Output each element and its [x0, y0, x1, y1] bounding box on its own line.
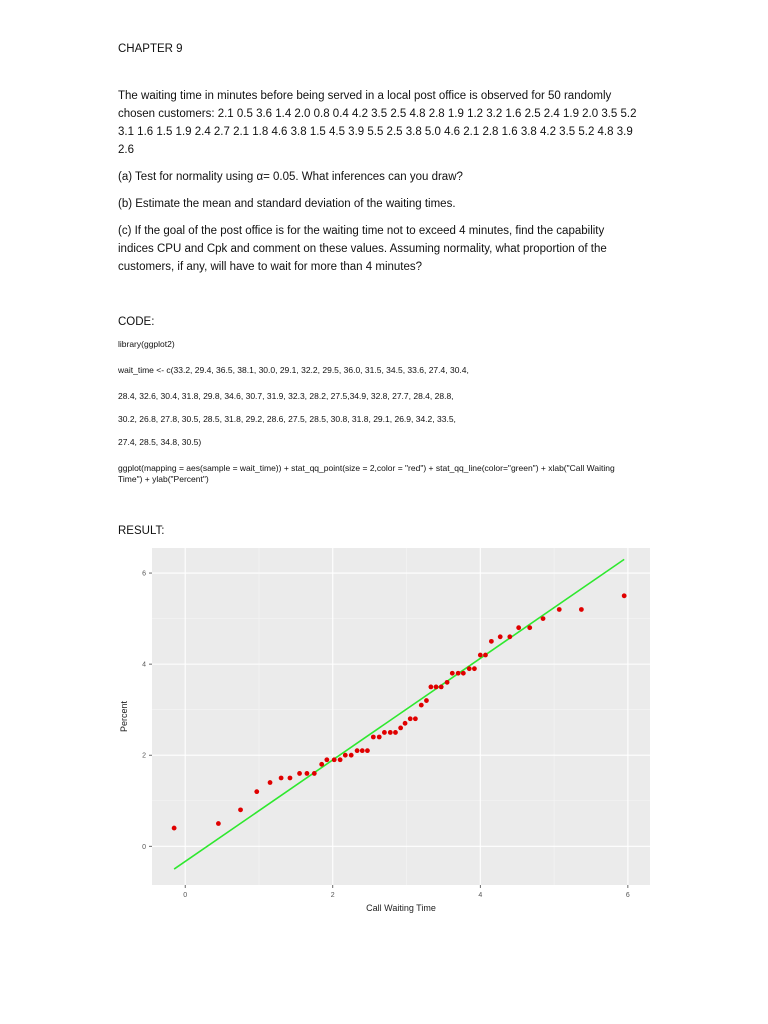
plot-panel — [152, 548, 650, 885]
qq-point — [365, 748, 370, 753]
qq-point — [408, 716, 413, 721]
qq-point — [398, 725, 403, 730]
code-line: wait_time <- c(33.2, 29.4, 36.5, 38.1, 30.0, 29.1, 32.2, 29.5, 36.0, 31.5, 34.5, 33.6, 27.4, 30.4, — [118, 365, 469, 375]
qq-point — [472, 666, 477, 671]
qq-point — [319, 762, 324, 767]
qq-point — [254, 789, 259, 794]
qq-point — [579, 607, 584, 612]
qq-point — [377, 735, 382, 740]
qq-point — [216, 821, 221, 826]
code-line: 30.2, 26.8, 27.8, 30.5, 28.5, 31.8, 29.2, 28.6, 27.5, 28.5, 30.8, 31.8, 29.1, 26.9, 34.2, 33.5, — [118, 414, 456, 424]
qq-point — [172, 826, 177, 831]
qq-point — [338, 757, 343, 762]
x-tick-label: 0 — [183, 892, 188, 899]
qq-point — [355, 748, 360, 753]
qq-point — [371, 735, 376, 740]
chapter-heading: CHAPTER 9 — [118, 43, 183, 55]
qq-point — [456, 671, 461, 676]
qq-point — [305, 771, 310, 776]
qq-point — [419, 703, 424, 708]
qq-point — [349, 753, 354, 758]
qq-point — [557, 607, 562, 612]
qq-point — [238, 807, 243, 812]
qq-point — [268, 780, 273, 785]
qq-point — [489, 639, 494, 644]
qq-point — [428, 684, 433, 689]
question-b: (b) Estimate the mean and standard deviation of the waiting times. — [118, 198, 456, 210]
qq-point — [297, 771, 302, 776]
y-tick-label: 6 — [142, 570, 146, 578]
qq-point — [467, 666, 472, 671]
qq-point — [450, 671, 455, 676]
qq-point — [279, 776, 284, 781]
qq-point — [288, 776, 293, 781]
qq-point — [324, 757, 329, 762]
qq-point — [461, 671, 466, 676]
result-heading: RESULT: — [118, 525, 165, 537]
qq-point — [498, 634, 503, 639]
qq-point — [413, 716, 418, 721]
qq-plot — [110, 548, 655, 916]
qq-point — [360, 748, 365, 753]
qq-point — [439, 684, 444, 689]
y-tick-label: 0 — [142, 843, 146, 851]
qq-point — [516, 625, 521, 630]
qq-point — [483, 653, 488, 658]
qq-point — [434, 684, 439, 689]
code-line: 28.4, 32.6, 30.4, 31.8, 29.8, 34.6, 30.7, 31.9, 32.3, 28.2, 27.5,34.9, 32.8, 27.7, 28.4, 28.8, — [118, 391, 454, 401]
y-tick-label: 4 — [142, 661, 146, 669]
qq-point — [424, 698, 429, 703]
qq-point — [541, 616, 546, 621]
question-a: (a) Test for normality using α= 0.05. What inferences can you draw? — [118, 171, 463, 183]
qq-point — [382, 730, 387, 735]
qq-point — [445, 680, 450, 685]
y-axis-title: Percent — [119, 700, 129, 733]
code-line: library(ggplot2) — [118, 339, 175, 349]
qq-point — [478, 653, 483, 658]
qq-point — [388, 730, 393, 735]
qq-point — [393, 730, 398, 735]
qq-point — [403, 721, 408, 726]
qq-point — [527, 625, 532, 630]
problem-statement: The waiting time in minutes before being served in a local post office is observed for 50 randomly chosen customers: 2.1 0.5 3.6 1.4 2.0 0.8 0.4 4.2 3.5 2.5 4.8 2.8 1.9 1.2 3.2 1.6 2.5 2.4 1.9 2.0 3.5 5.2 3.1 1.6 1.5 1.9 2.4 2.7 2.1 1.8 4.6 3.8 1.5 4.5 3.9 5.5 2.5 3.8 5.0 4.6 2.1 2.8 1.6 3.8 4.2 3.5 5.2 4.8 3.9 2.6 — [118, 90, 637, 156]
x-tick-label: 2 — [330, 892, 335, 899]
qq-point — [507, 634, 512, 639]
x-axis-title: Call Waiting Time — [366, 903, 436, 913]
question-c: (c) If the goal of the post office is for the waiting time not to exceed 4 minutes, find the capability indices CPU and Cpk and comment on these values. Assuming normality, what proportion of the customers, if any, will have to wait for more than 4 minutes? — [118, 225, 607, 273]
qq-point — [343, 753, 348, 758]
qq-point — [332, 757, 337, 762]
code-line: ggplot(mapping = aes(sample = wait_time)) + stat_qq_point(size = 2,color = "red") + stat_qq_line(color="green") + xlab("Call Waiting Time") + ylab("Percent") — [118, 463, 615, 484]
code-heading: CODE: — [118, 316, 155, 328]
qq-point — [312, 771, 317, 776]
qq-point — [622, 593, 627, 598]
x-tick-label: 6 — [625, 892, 630, 899]
code-line: 27.4, 28.5, 34.8, 30.5) — [118, 437, 202, 447]
x-tick-label: 4 — [478, 892, 483, 899]
y-tick-label: 2 — [142, 752, 146, 760]
